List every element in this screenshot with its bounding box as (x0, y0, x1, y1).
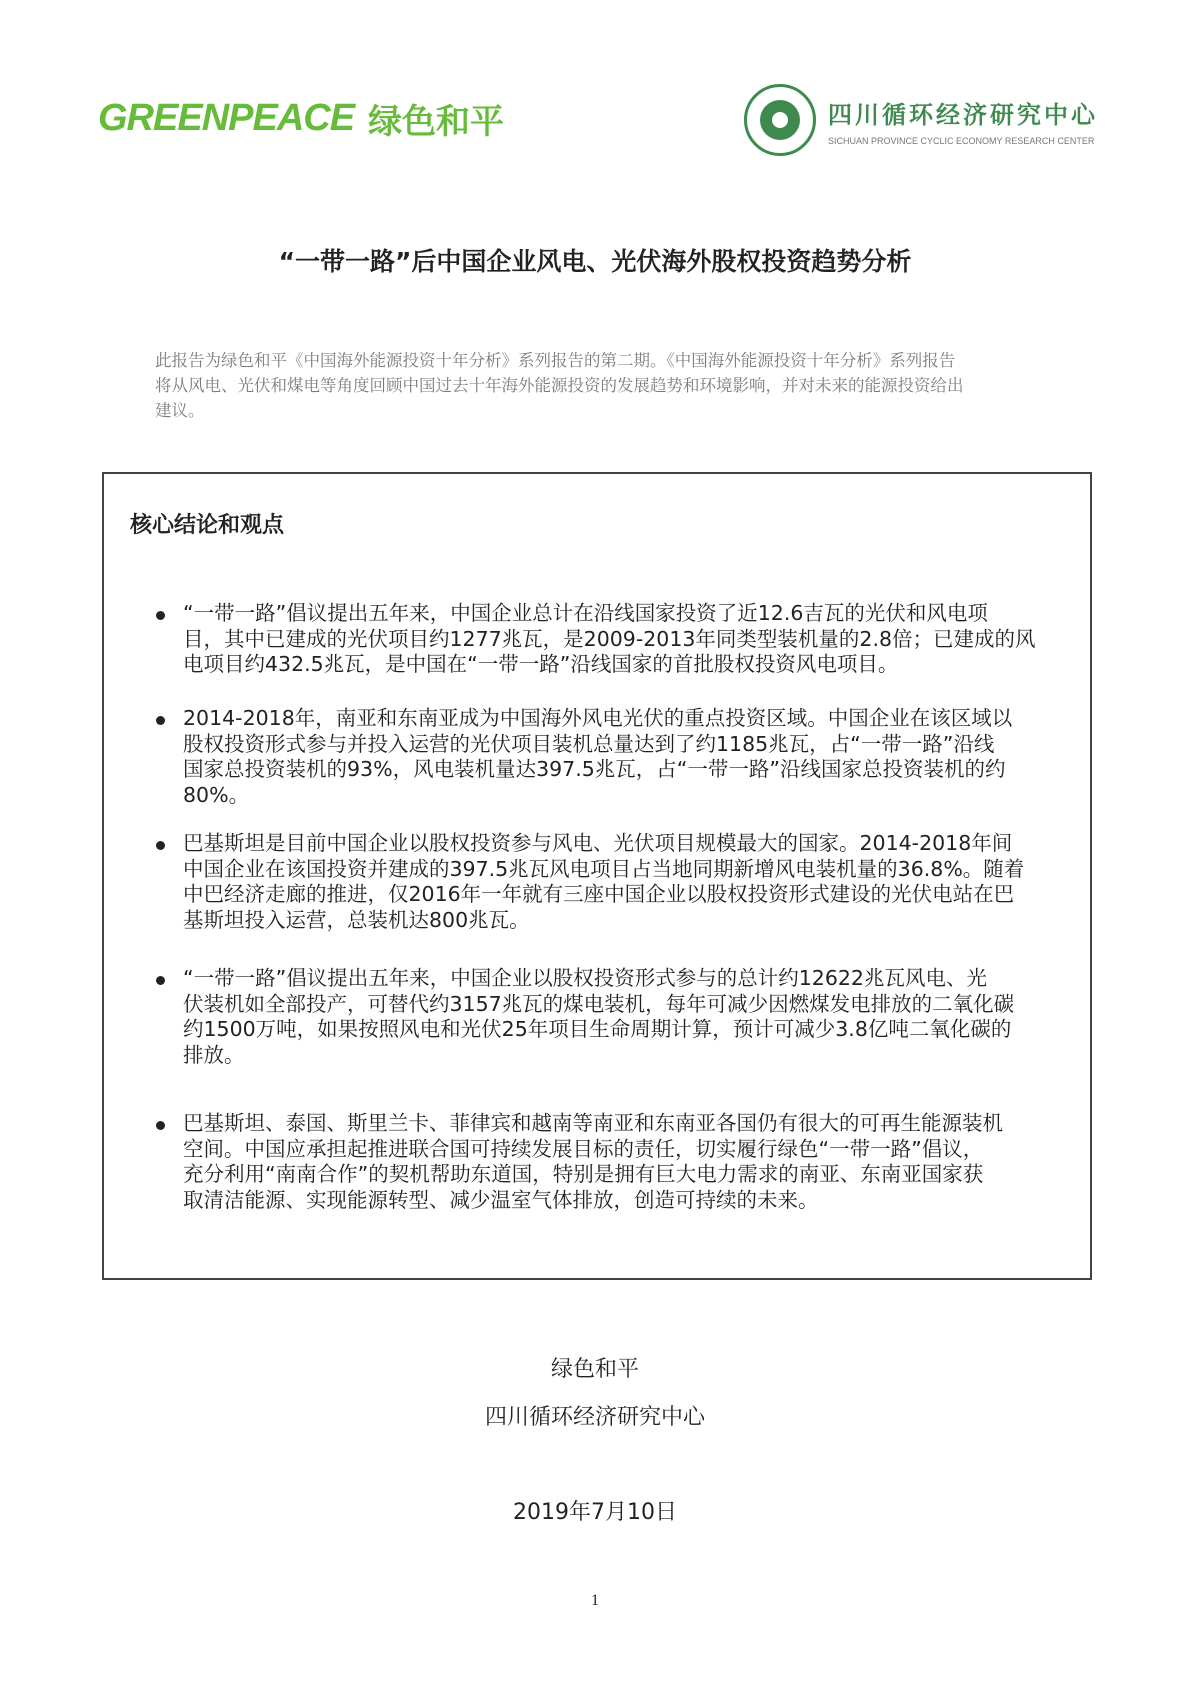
sichuan-emblem-icon (744, 84, 816, 156)
finding-bullet (156, 966, 1056, 1069)
finding-bullet (156, 831, 1056, 934)
finding-line: 目，其中已建成的光伏项目约1277兆瓦，是2009-2013年同类型装机量的2.8倍；已建成的风 (183, 626, 1036, 651)
finding-line: 约1500万吨，如果按照风电和光伏25年项目生命周期计算，预计可减少3.8亿吨二氧化碳的 (183, 1017, 1012, 1042)
sichuan-logo-cn: 四川循环经济研究中心 (828, 99, 1098, 129)
bullet-dot-icon (156, 841, 165, 850)
intro-line: 建议。 (155, 401, 205, 420)
footer-org-sichuan: 四川循环经济研究中心 (484, 1405, 705, 1430)
document-title: “一带一路”后中国企业风电、光伏海外股权投资趋势分析 (278, 247, 912, 276)
finding-line: 国家总投资装机的93%，风电装机量达397.5兆瓦，占“一带一路”沿线国家总投资装机的约 (183, 757, 1006, 782)
finding-line: 空间。中国应承担起推进联合国可持续发展目标的责任，切实履行绿色“一带一路”倡议， (183, 1136, 984, 1161)
finding-line: 巴基斯坦、泰国、斯里兰卡、菲律宾和越南等南亚和东南亚各国仍有很大的可再生能源装机 (183, 1111, 1003, 1135)
finding-line: 中巴经济走廊的推进，仅2016年一年就有三座中国企业以股权投资形式建设的光伏电站在巴 (183, 882, 1015, 907)
finding-bullet (156, 1111, 1056, 1214)
key-findings-box (102, 472, 1092, 1280)
sichuan-center-logo (744, 84, 1098, 156)
finding-line: “一带一路”倡议提出五年来，中国企业以股权投资形式参与的总计约12622兆瓦风电、光 (183, 966, 987, 990)
finding-line: 2014-2018年，南亚和东南亚成为中国海外风电光伏的重点投资区域。中国企业在该区域以 (183, 706, 1013, 730)
finding-line: 排放。 (183, 1043, 245, 1068)
finding-bullet (156, 706, 1056, 809)
finding-line: 80%。 (183, 783, 250, 808)
bullet-dot-icon (156, 976, 165, 985)
key-findings-heading: 核心结论和观点 (130, 513, 285, 538)
bullet-dot-icon (156, 611, 165, 620)
bullet-dot-icon (156, 716, 165, 725)
finding-line: 伏装机如全部投产，可替代约3157兆瓦的煤电装机，每年可减少因燃煤发电排放的二氧化碳 (183, 991, 1015, 1016)
finding-line: 巴基斯坦是目前中国企业以股权投资参与风电、光伏项目规模最大的国家。2014-2018年间 (183, 831, 1013, 855)
finding-line: 基斯坦投入运营，总装机达800兆瓦。 (183, 908, 530, 933)
finding-line: “一带一路”倡议提出五年来，中国企业总计在沿线国家投资了近12.6吉瓦的光伏和风电项 (183, 601, 988, 625)
finding-line: 电项目约432.5兆瓦，是中国在“一带一路”沿线国家的首批股权投资风电项目。 (183, 652, 899, 677)
footer-org-greenpeace: 绿色和平 (550, 1357, 639, 1382)
sichuan-logo-en: SICHUAN PROVINCE CYCLIC ECONOMY RESEARCH CENTER (828, 135, 1095, 146)
finding-bullet (156, 601, 1056, 678)
bullet-dot-icon (156, 1121, 165, 1130)
greenpeace-logo (98, 92, 504, 144)
page-number: 1 (591, 1592, 599, 1609)
greenpeace-logo-en: GREENPEACE (98, 96, 355, 139)
finding-line: 取清洁能源、实现能源转型、减少温室气体排放，创造可持续的未来。 (183, 1188, 819, 1213)
footer-date: 2019年7月10日 (513, 1500, 677, 1525)
intro-paragraph (155, 348, 1055, 423)
finding-line: 股权投资形式参与并投入运营的光伏项目装机总量达到了约1185兆瓦，占“一带一路”沿线 (183, 731, 995, 756)
greenpeace-logo-cn: 绿色和平 (368, 101, 505, 142)
intro-line: 将从风电、光伏和煤电等角度回顾中国过去十年海外能源投资的发展趋势和环境影响，并对未来的能源投资给出 (155, 376, 964, 395)
intro-line: 此报告为绿色和平《中国海外能源投资十年分析》系列报告的第二期。《中国海外能源投资十年分析》系列报告 (155, 351, 956, 370)
finding-line: 充分利用“南南合作”的契机帮助东道国，特别是拥有巨大电力需求的南亚、东南亚国家获 (183, 1162, 984, 1187)
finding-line: 中国企业在该国投资并建成的397.5兆瓦风电项目占当地同期新增风电装机量的36.8%。随着 (183, 856, 1025, 881)
